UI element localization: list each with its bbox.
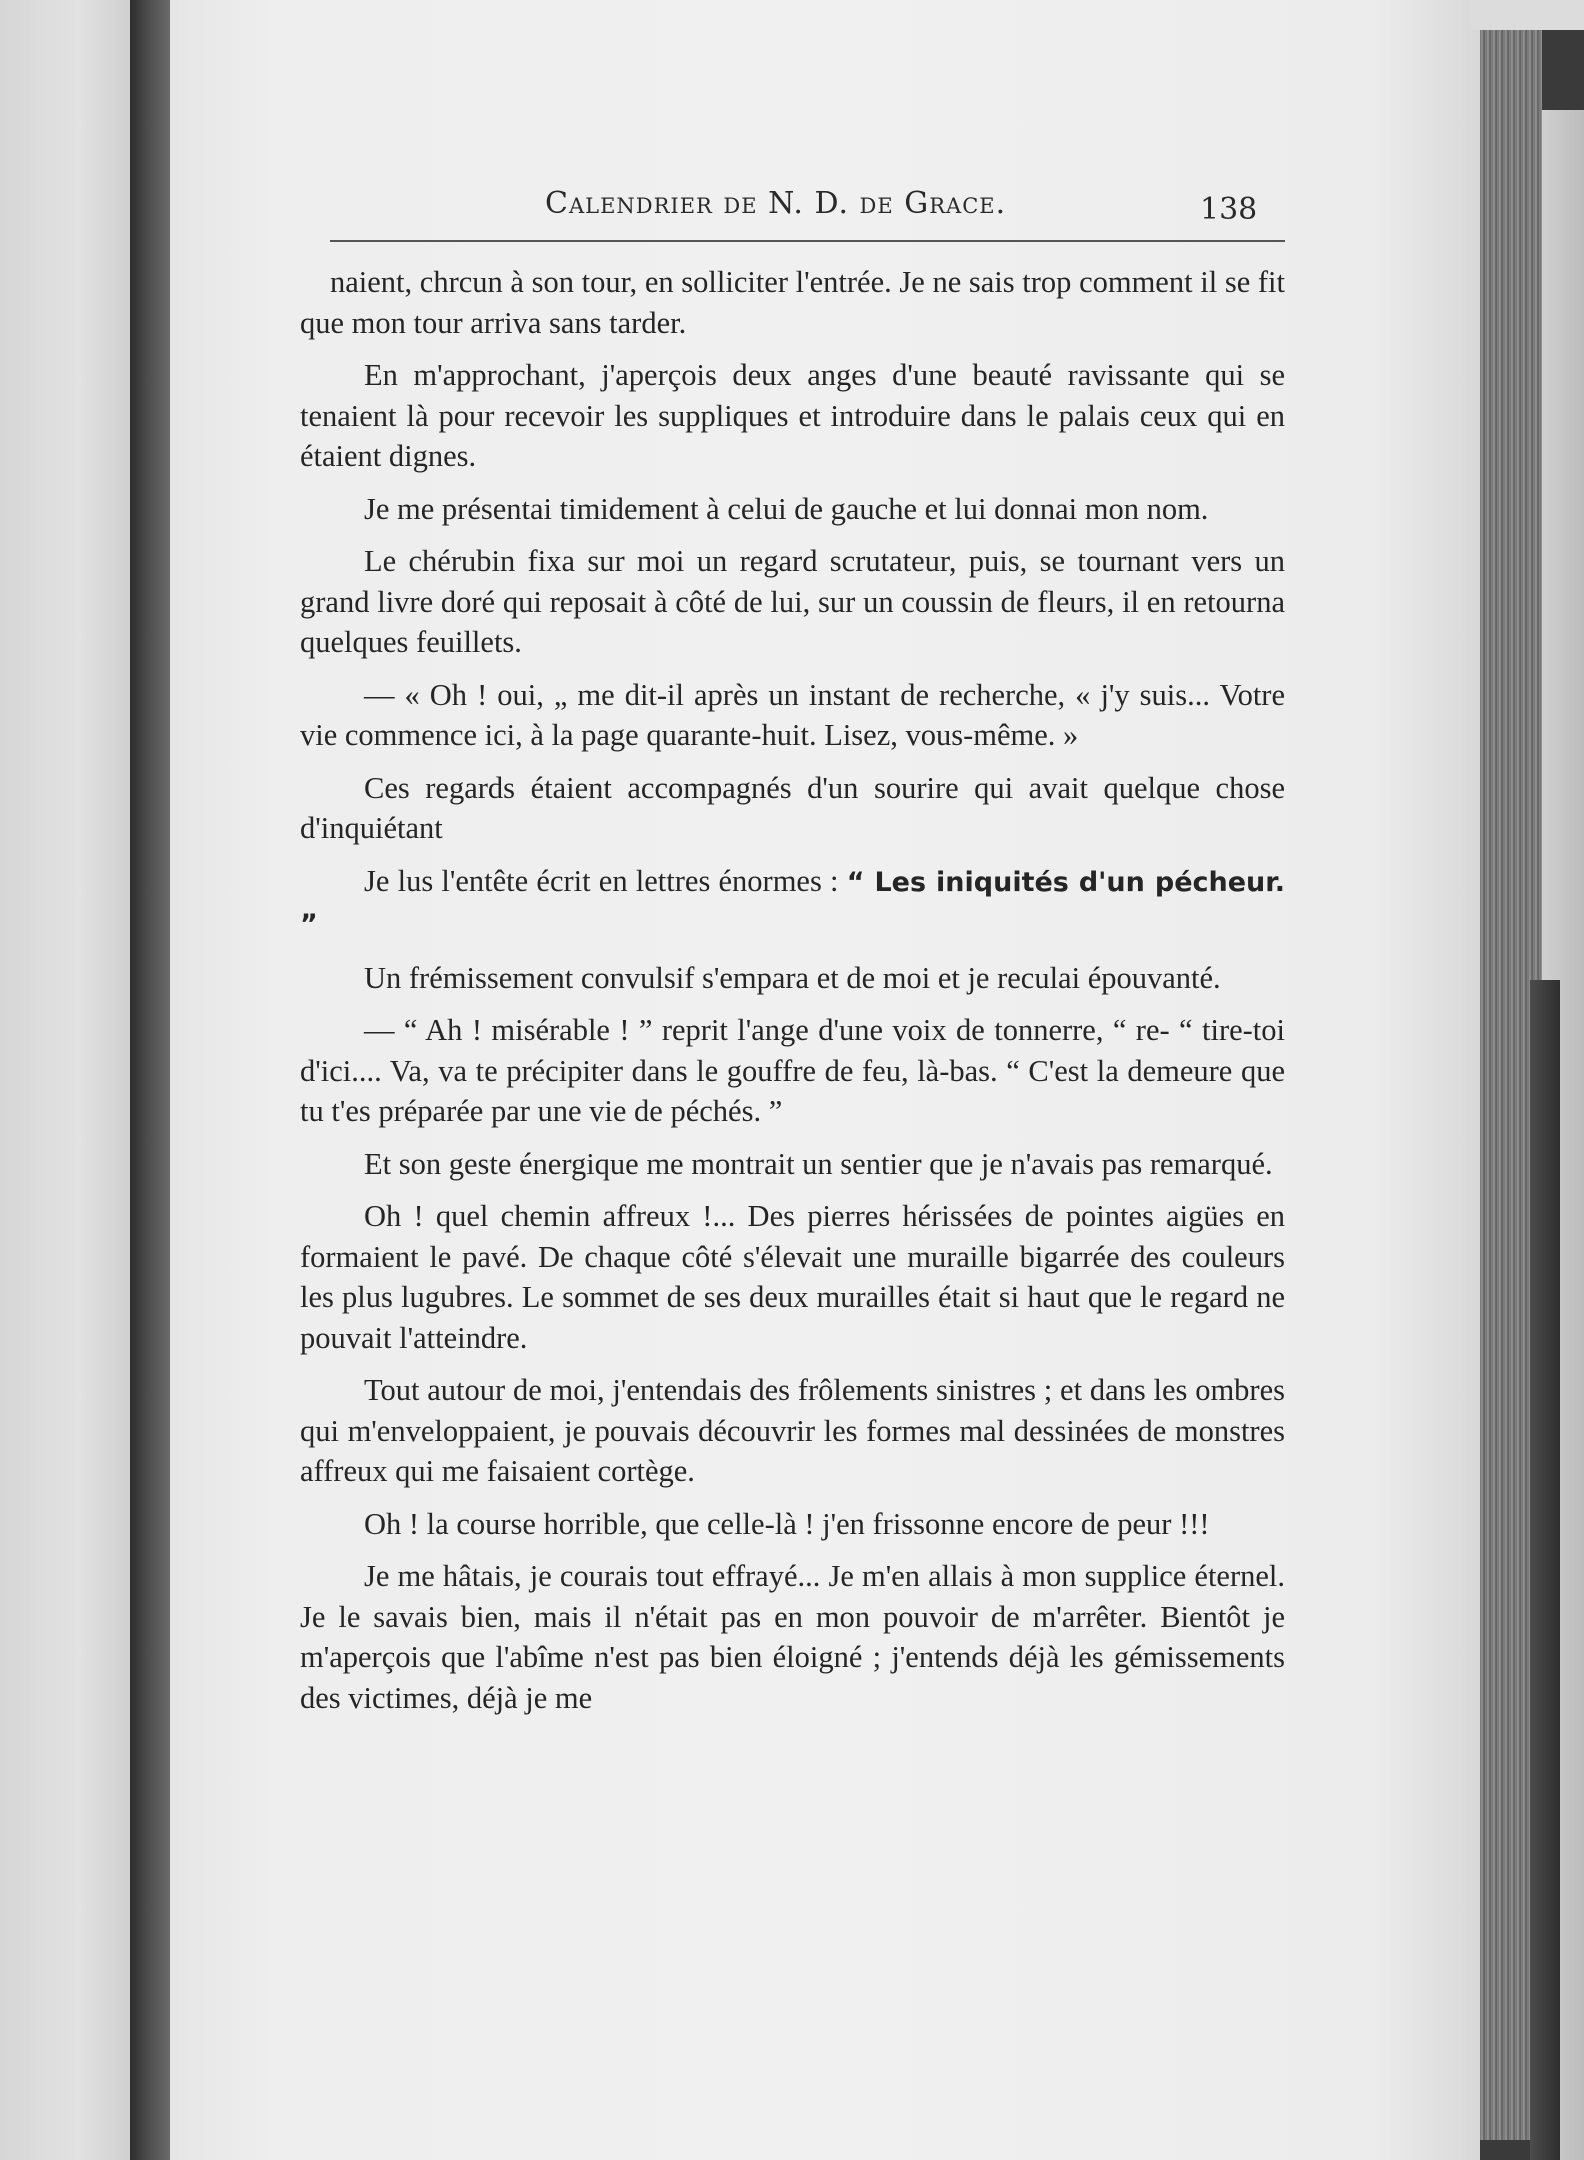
paragraph: Oh ! quel chemin affreux !... Des pierres hérissées de pointes aigües en formaient le pavé. De chaque côté s'élevait une muraille bigarrée des couleurs les plus lugubres. Le sommet de ses deux murailles était si haut que le regard ne pouvait l'atteindre.	[300, 1199, 1285, 1355]
page-edge-shadow	[1530, 980, 1560, 2160]
page-edge-top	[1470, 0, 1584, 30]
page-number: 138	[1200, 192, 1258, 227]
binding-shadow	[130, 0, 170, 2160]
paragraph	[300, 861, 1285, 946]
paragraph-text: Je lus l'entête écrit en lettres énormes :	[364, 863, 847, 898]
paragraph: Oh ! la course horrible, que celle-là ! j'en frissonne encore de peur !!!	[364, 1506, 1210, 1541]
paragraph: Je me présentai timidement à celui de gauche et lui donnai mon nom.	[364, 491, 1209, 526]
header-rule	[330, 240, 1285, 242]
paragraph: — “ Ah ! misérable ! ” reprit l'ange d'une voix de tonnerre, “ re- “ tire-toi d'ici.... Va, va te précipiter dans le gouffre de feu, là-bas. “ C'est la demeure que tu t'es préparée par une vie de péchés. ”	[300, 1013, 1285, 1128]
paragraph: Ces regards étaient accompagnés d'un sourire qui avait quelque chose d'inquiétant	[300, 770, 1285, 845]
paragraph: Un frémissement convulsif s'empara et de moi et je reculai épouvanté.	[364, 960, 1221, 995]
paragraph: — « Oh ! oui, „ me dit-il après un instant de recherche, « j'y suis... Votre vie commence ici, à la page quarante-huit. Lisez, vous-même. »	[300, 677, 1285, 752]
binding-gutter	[0, 0, 130, 2160]
bold-heading-quote: “ Les iniquités d'un pécheur. ”	[300, 866, 1285, 940]
paragraph: En m'approchant, j'aperçois deux anges d'une beauté ravissante qui se tenaient là pour recevoir les suppliques et introduire dans le palais ceux qui en étaient dignes.	[300, 358, 1285, 473]
paragraph: Tout autour de moi, j'entendais des frôlements sinistres ; et dans les ombres qui m'enveloppaient, je pouvais découvrir les formes mal dessinées de monstres affreux qui me faisaient cortège.	[300, 1373, 1285, 1488]
paragraph: naient, chrcun à son tour, en solliciter l'entrée. Je ne sais trop comment il se fit que mon tour arriva sans tarder.	[300, 265, 1285, 340]
paragraph: Et son geste énergique me montrait un sentier que je n'avais pas remarqué.	[364, 1146, 1273, 1181]
paragraph: Je me hâtais, je courais tout effrayé... Je m'en allais à mon supplice éternel. Je le savais bien, mais il n'était pas en mon pouvoir de m'arrêter. Bientôt je m'aperçois que l'abîme n'est pas bien éloigné ; j'entends déjà les gémissements des victimes, déjà je me	[300, 1559, 1285, 1715]
paragraph: Le chérubin fixa sur moi un regard scrutateur, puis, se tournant vers un grand livre doré qui reposait à côté de lui, sur un coussin de fleurs, il en retourna quelques feuillets.	[300, 544, 1285, 659]
body-text	[300, 262, 1285, 1730]
running-head: Calendrier de N. D. de Grace.	[545, 186, 1007, 221]
